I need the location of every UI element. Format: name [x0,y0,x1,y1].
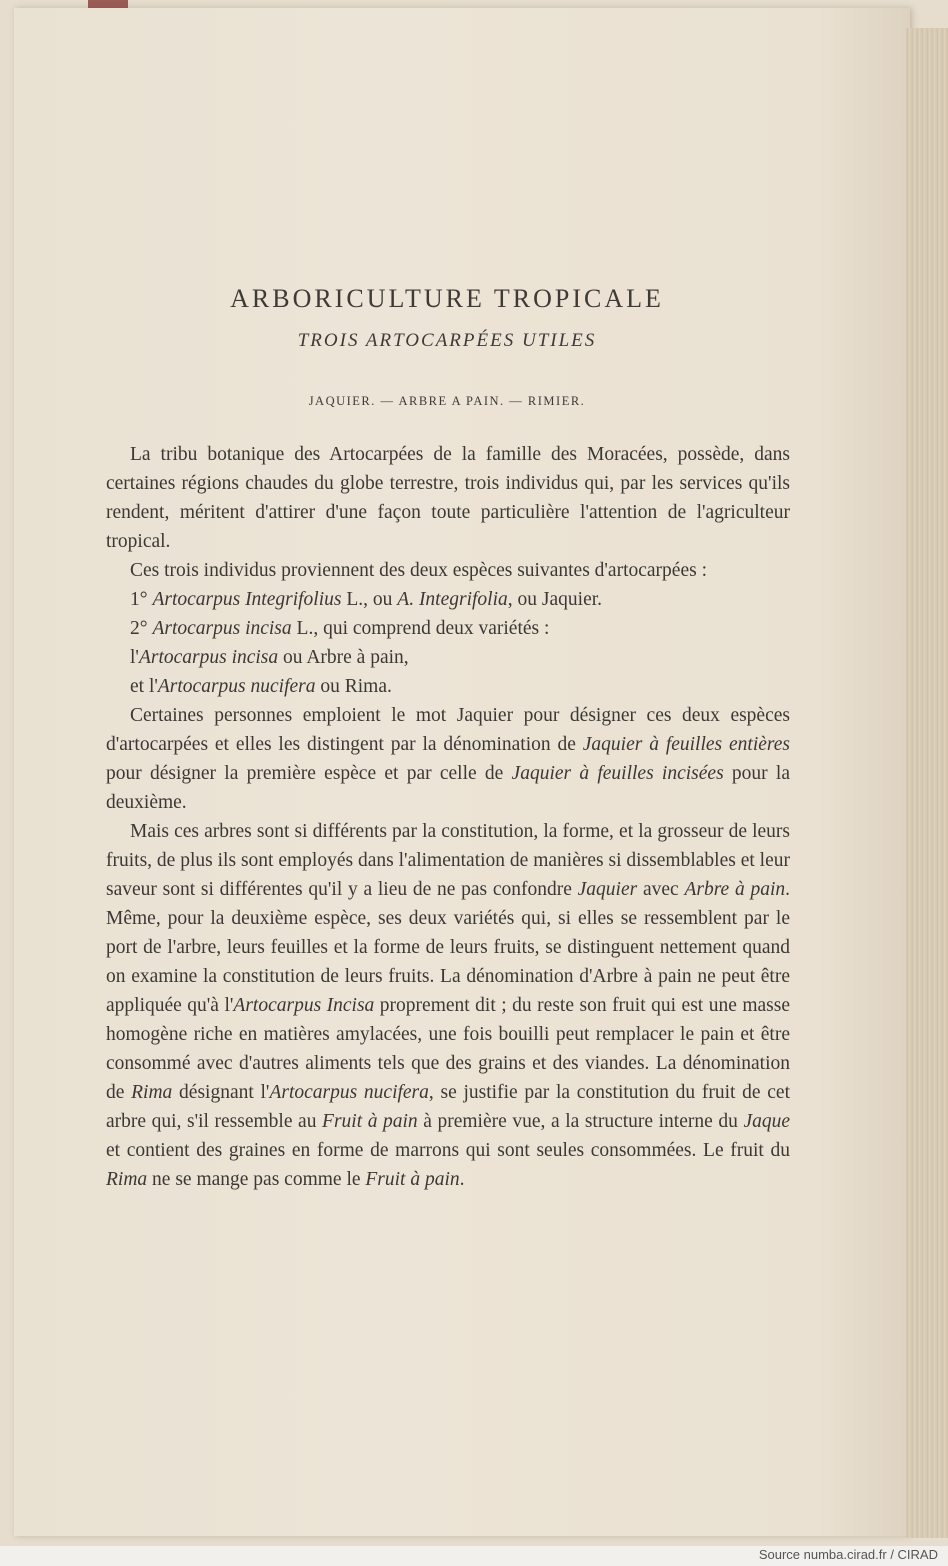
species-name: Artocarpus incisa [138,647,279,668]
species-name: Artocarpus nucifera [157,676,316,697]
paragraph: Ces trois individus proviennent des deux espèces suivantes d'artocarpées : [130,560,707,581]
paragraph: Mais ces arbres sont si différents par la constitution, la forme, et la grosseur de leurs fruits, de plus ils sont employés dans l'alimentation de manières si dissemblables et leur saveur sont si différentes qu'il y a lieu de ne pas confondre Jaquier avec Arbre à pain. Même, pour la deuxième espèce, ses deux variétés qui, si elles se ressemblent par le port de l'arbre, leurs feuilles et la forme de leurs fruits, se distinguent nettement quand on examine la constitution de leurs fruits. La dénomination d'Arbre à pain ne peut être appliquée qu'à l'Artocarpus Incisa proprement dit ; du reste son fruit qui est une masse homogène riche en matières amylacées, une fois bouilli peut remplacer le pain et être consommé avec d'autres aliments tels que des grains et des viandes. La dénomination de Rima désignant l'Artocarpus nucifera, se justifie par la constitution du fruit de cet arbre qui, s'il ressemble au Fruit à pain à première vue, a la structure interne du Jaque et contient des graines en forme de marrons qui sont seules consommées. Le fruit du Rima ne se mange pas comme le Fruit à pain. [106,821,791,1190]
page [14,8,910,1536]
species-name: Artocarpus Integrifolius [152,589,342,610]
species-name: Artocarpus incisa [152,618,292,639]
source-credit: Source numba.cirad.fr / CIRAD [758,1547,938,1562]
paragraph: Certaines personnes emploient le mot Jaquier pour désigner ces deux espèces d'artocarpées et elles les distingent par la dénomination de Jaquier à feuilles entières pour désigner la première espèce et par celle de Jaquier à feuilles incisées pour la deuxième. [106,705,791,813]
list-item: 1° Artocarpus Integrifolius L., ou A. Integrifolia, ou Jaquier. [130,589,603,610]
list-item: 2° Artocarpus incisa L., qui comprend deux variétés : [130,618,550,639]
article-subtitle: TROIS ARTOCARPÉES UTILES [297,330,597,351]
body-text [106,440,790,1194]
section-heading: JAQUIER. — ARBRE A PAIN. — RIMIER. [308,394,586,408]
article-title: ARBORICULTURE TROPICALE [230,284,664,313]
paragraph: La tribu botanique des Artocarpées de la famille des Moracées, possède, dans certaines régions chaudes du globe terrestre, trois individus qui, par les services qu'ils rendent, méritent d'attirer d'une façon toute particulière l'attention de l'agriculteur tropical. [106,444,790,552]
list-item: l'Artocarpus incisa ou Arbre à pain, [130,647,409,668]
page-edge [906,28,948,1538]
species-name: A. Integrifolia [397,589,508,610]
list-item: et l'Artocarpus nucifera ou Rima. [130,676,392,697]
